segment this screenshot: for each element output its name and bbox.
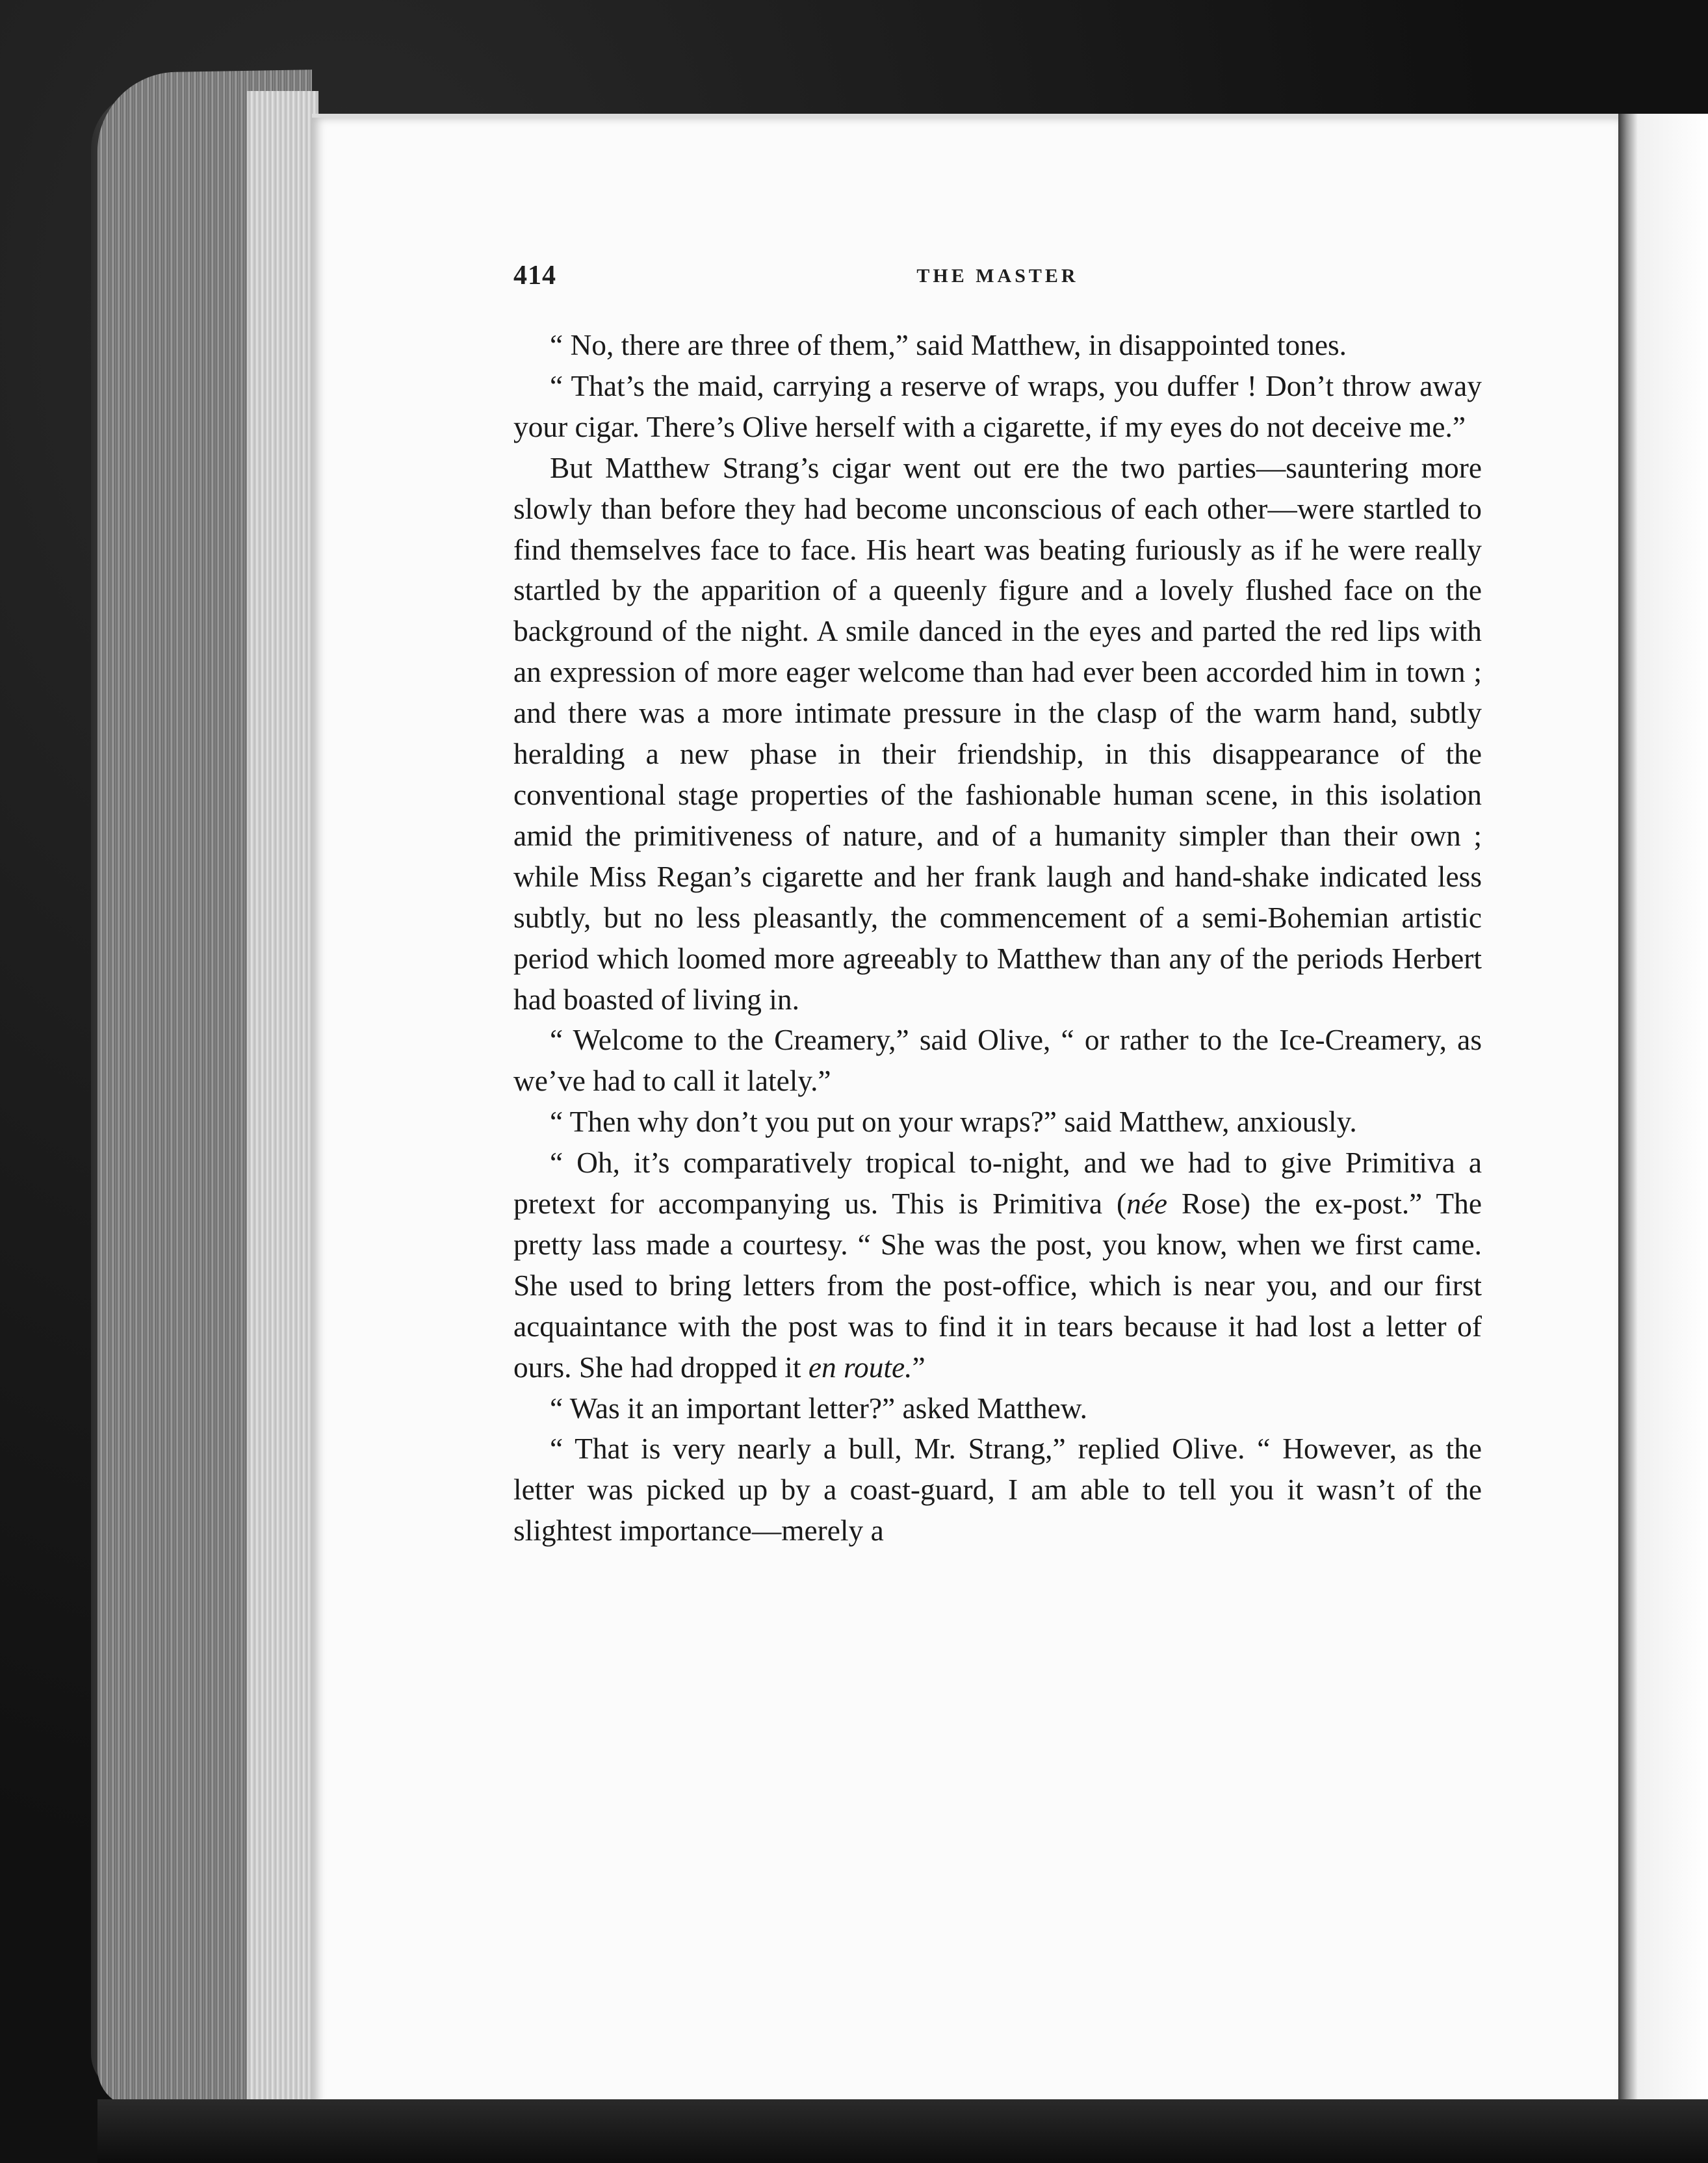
page-header [513,260,1482,299]
paragraph-text: Rose) the ex-post.” The pretty lass made a courtesy. “ She was the post, you know, when we first came. She used to bring letters from the post-office, which is near you, and our first acquaintance with the post was to find it in tears because it had lost a letter of ours. She had dropped it [513,1187,1482,1384]
paragraph-text: ” [912,1351,925,1384]
running-title: THE MASTER [916,265,1079,287]
page-stack [247,91,318,2119]
page-number: 414 [513,261,556,291]
bottom-shadow [97,2099,1708,2163]
paragraph-text: “ Oh, it’s comparatively tropical to-night, and we had to give Primitiva a pretext for accompanying us. This is Primitiva ( [513,1146,1482,1221]
paragraph [513,1143,1482,1388]
paragraph: But Matthew Strang’s cigar went out ere the two parties—sauntering more slowly than before they had become unconscious of each other—were startled to find themselves face to face. His heart was beating furiously as if he were really startled by the apparition of a queenly figure and a lovely flushed face on the background of the night. A smile danced in the eyes and parted the red lips with an expression of more eager welcome than had ever been accorded him in town ; and there was a more intimate pressure in the clasp of the warm hand, subtly heralding a new phase in their friendship, in this disappearance of the conventional stage properties of the fashionable human scene, in this isolation amid the primitiveness of nature, and of a humanity simpler than their own ; while Miss Regan’s cigarette and her frank laugh and hand-shake indicated less subtly, but no less pleasantly, the commencement of a semi-Bohemian artistic period which loomed more agreeably to Matthew than any of the periods Herbert had boasted of living in. [513,451,1482,1016]
paragraph: “ Welcome to the Creamery,” said Olive, “ or rather to the Ice-Creamery, as we’ve had to call it lately.” [513,1024,1482,1098]
paragraph: “ Was it an important letter?” asked Matthew. [550,1392,1087,1425]
italic-text: née [1126,1187,1168,1221]
italic-text: en route. [808,1351,912,1384]
body-text [513,325,1482,1551]
paragraph: “ Then why don’t you put on your wraps?” said Matthew, anxiously. [550,1106,1357,1139]
next-page-edge [1618,114,1708,2116]
paragraph: “ No, there are three of them,” said Matthew, in disappointed tones. [550,329,1347,361]
paragraph: “ That’s the maid, carrying a reserve of wraps, you duffer ! Don’t throw away your cigar. There’s Olive herself with a cigarette, if my eyes do not deceive me.” [513,369,1482,443]
paragraph: “ That is very nearly a bull, Mr. Strang,” replied Olive. “ However, as the letter was picked up by a coast-guard, I am able to tell you it wasn’t of the slightest importance—merely a [513,1432,1482,1548]
